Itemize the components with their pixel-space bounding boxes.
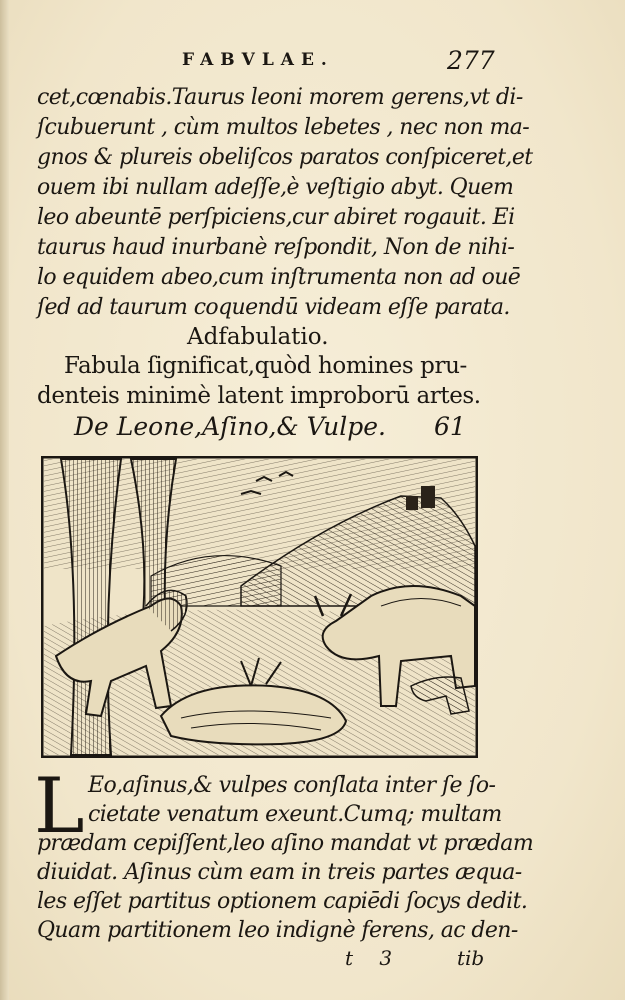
moral-heading: Adfabulatio. (187, 324, 329, 350)
text-line: les eſſet partitus optionem capiēdi ſocys dedit. (37, 889, 528, 914)
page-gutter-shadow (0, 0, 9, 1000)
running-head: FABVLAE. (182, 50, 334, 70)
moral-line: denteis minimè latent improborū artes. (37, 383, 481, 409)
text-line: cet,cœnabis.Taurus leoni morem gerens,vt di- (37, 85, 523, 110)
text-line: taurus haud inurbanè reſpondit, Non de nihi- (37, 235, 515, 260)
text-line: ſed ad taurum coquendū videam eſſe parata. (37, 295, 510, 320)
page-header (0, 44, 625, 84)
text-line: leo abeuntē perſpiciens,cur abiret rogauit. Ei (37, 205, 515, 230)
text-line: gnos & plureis obeliſcos paratos conſpiceret,et (37, 145, 533, 170)
text-line: Eo,aſinus,& vulpes conſlata inter ſe ſo- (88, 773, 496, 798)
text-line: lo equidem abeo,cum inſtrumenta non ad ouē (37, 265, 521, 290)
drop-cap-initial: L (34, 761, 85, 850)
text-line: prædam cepiſſent,leo aſino mandat vt prædam (37, 831, 534, 856)
signature-mark: t 3 (345, 946, 403, 970)
woodcut-illustration (41, 456, 478, 758)
moral-line: Fabula ſignificat,quòd homines pru- (64, 353, 467, 379)
page-number: 277 (447, 46, 495, 75)
text-line: ouem ibi nullam adeſſe,è veſtigio abyt. Quem (37, 175, 514, 200)
fable-title: De Leone,Aſino,& Vulpe. (74, 412, 386, 441)
fable-number: 61 (434, 412, 466, 441)
catchword: tib (457, 946, 485, 970)
text-line: cietate venatum exeunt.Cumq; multam (88, 802, 502, 827)
text-line: Quam partitionem leo indignè ferens, ac den- (37, 918, 518, 943)
text-line: diuidat. Aſinus cùm eam in treis partes æqua- (37, 860, 522, 885)
text-line: ſcubuerunt , cùm multos lebetes , nec non ma- (37, 115, 530, 140)
